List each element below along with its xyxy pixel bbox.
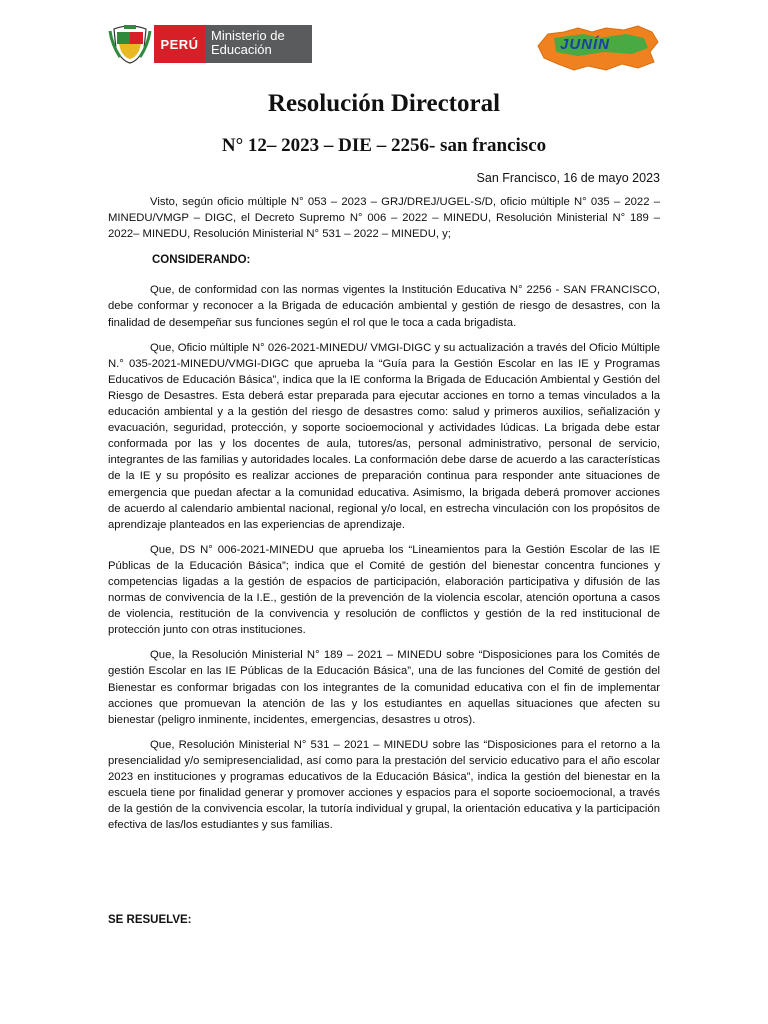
paragraph-1: Que, de conformidad con las normas vigentes la Institución Educativa N° 2256 - SAN FRANCISCO, debe conformar y reconocer a la Brigada de educación ambiental y gestión de riesgo de desastres, con la finalidad de desempeñar sus funciones según el rol que le toca a cada brigadista. — [108, 284, 660, 329]
document-body — [108, 194, 660, 833]
peru-coat-of-arms-icon — [108, 23, 152, 65]
junin-label: JUNÍN — [560, 36, 611, 53]
paragraph-4: Que, la Resolución Ministerial N° 189 – 2021 – MINEDU sobre “Disposiciones para los Comités de gestión Escolar en las IE Públicas de la Educación Básica”, una de las funciones del Comité de gestión del Bienestar es conformar brigadas con los integrantes de la comunidad educativa con el fin de implementar acciones que promuevan la atención de las y los estudiantes en aquellas situaciones que afecten su bienestar (peligro inminente, incidentes, emergencias, desastres u otros). — [108, 649, 660, 726]
paragraph-2: Que, Oficio múltiple N° 026-2021-MINEDU/ VMGI-DIGC y su actualización a través del Oficio Múltiple N.° 035-2021-MINEDU/VMGI-DIGC que aprueba la “Guía para la Gestión Escolar en las IE y Programas Educativos de Educación Básica”, indica que la IE conforma la Brigada de Educación Ambiental y Gestión del Riesgo de Desastres. Esta deberá estar preparada para ejecutar acciones en torno a temas vinculados a la educación ambiental y a la gestión del riesgo de desastres como: salud y primeros auxilios, señalización y evacuación, seguridad, protección, y soporte socioemocional y actividades lúdicas. La brigada debe estar conformada por las y los docentes de aula, tutores/as, personal administrativo, personal de servicio, integrantes de las familias y autoridades locales. La conformación debe darse de acuerdo a las características de la IE y su propósito es realizar acciones de preparación continua para responder ante situaciones de emergencia que puedan afectar a la comunidad educativa. Asimismo, la brigada deberá promover acciones de acuerdo al calendario ambiental nacional, regional y/o local, en estrecha vinculación con los propósitos de aprendizaje planteados en las experiencias de aprendizaje. — [108, 341, 660, 531]
paragraph-3: Que, DS N° 006-2021-MINEDU que aprueba los “Lineamientos para la Gestión Escolar de las IE Públicas de la Educación Básica”; indica que el Comité de gestión del bienestar concentra funciones y competencias ligadas a la gestión de espacios de participación, elaboración participativa y difusión de las normas de convivencia de la I.E., gestión de la prevención de la violencia escolar, atención oportuna a casos de violencia, restitución de la convivencia y resolución de conflictos y gestión de la red institucional de protección junto con otras instituciones. — [108, 543, 660, 637]
visto-paragraph: Visto, según oficio múltiple N° 053 – 2023 – GRJ/DREJ/UGEL-S/D, oficio múltiple N° 035 – 2022 – MINEDU/VMGP – DIGC, el Decreto Supremo N° 006 – 2022 – MINEDU, Resolución Ministerial N° 189 – 2022– MINEDU, Resolución Ministerial N° 531 – 2022 – MINEDU, y; — [108, 196, 660, 241]
document-date: San Francisco, 16 de mayo 2023 — [476, 171, 660, 185]
ministerio-label: Ministerio de Educación — [205, 25, 312, 63]
resolution-number: N° 12– 2023 – DIE – 2256- san francisco — [221, 135, 547, 156]
peru-label: PERÚ — [154, 25, 205, 63]
minedu-logo — [108, 23, 312, 65]
document-title: Resolución Directoral — [267, 90, 501, 117]
resuelve-heading: SE RESUELVE: — [108, 914, 192, 926]
considerando-heading: CONSIDERANDO: — [152, 254, 251, 267]
letterhead — [0, 0, 768, 80]
paragraph-5: Que, Resolución Ministerial N° 531 – 2021 – MINEDU sobre las “Disposiciones para el retorno a la presencialidad y/o semipresencialidad, así como para la prestación del servicio educativo para el año escolar 2023 en instituciones y programas educativos de la Educación Básica”, indica la gestión del bienestar en la escuela tiene por finalidad generar y promover acciones y espacios para el soporte socioemocional, a través de la gestión de la convivencia escolar, la tutoría individual y grupal, la orientación educativa y la participación efectiva de las/los estudiantes y sus familias. — [108, 738, 660, 832]
junin-logo — [534, 24, 662, 74]
